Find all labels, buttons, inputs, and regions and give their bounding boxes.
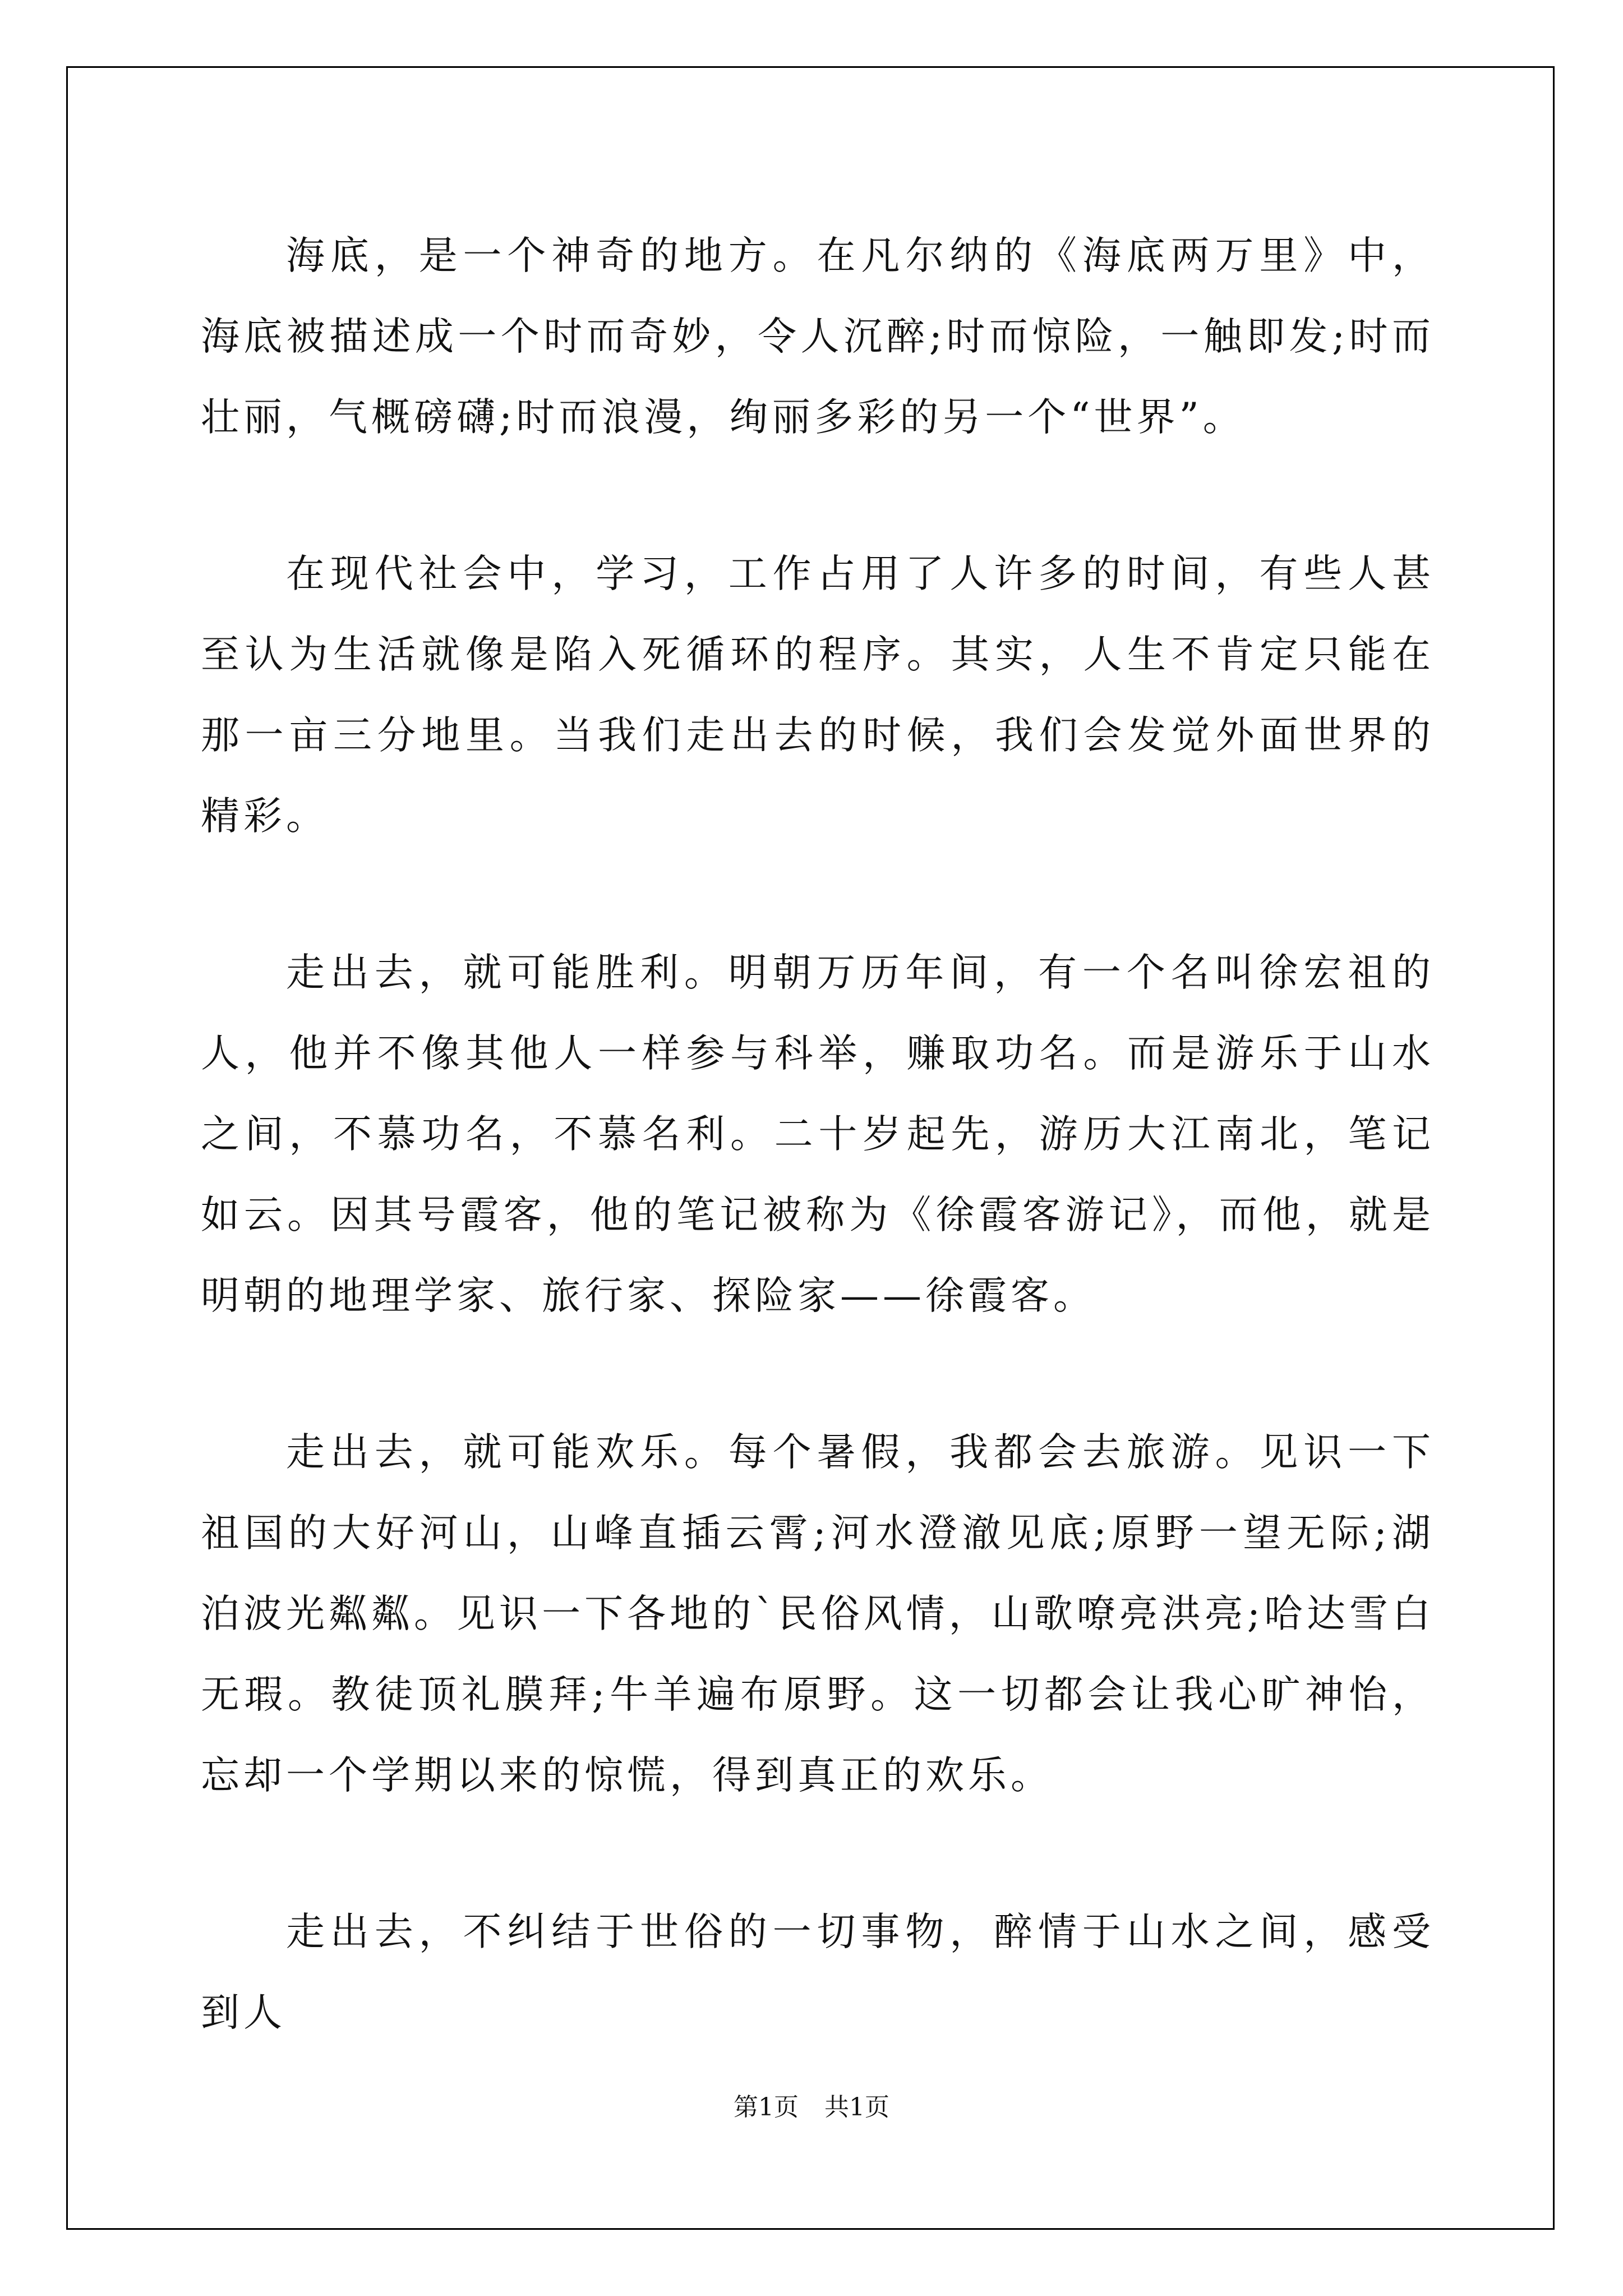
paragraph-1: 海底，是一个神奇的地方。在凡尔纳的《海底两万里》中，海底被描述成一个时而奇妙，令人沉醉;时而惊险，一触即发;时而壮丽，气概磅礴;时而浪漫，绚丽多彩的另一个“世界”。 bbox=[201, 233, 1435, 440]
page-footer bbox=[0, 2087, 1623, 2123]
paragraph-3: 走出去，就可能胜利。明朝万历年间，有一个名叫徐宏祖的人，他并不像其他人一样参与科举，赚取功名。而是游乐于山水之间，不慕功名，不慕名利。二十岁起先，游历大江南北，笔记如云。因其号霞客，他的笔记被称为《徐霞客游记》，而他，就是明朝的地理学家、旅行家、探险家——徐霞客。 bbox=[201, 950, 1435, 1318]
paragraph-2: 在现代社会中，学习，工作占用了人许多的时间，有些人甚至认为生活就像是陷入死循环的程序。其实，人生不肯定只能在那一亩三分地里。当我们走出去的时候，我们会发觉外面世界的精彩。 bbox=[201, 551, 1435, 839]
document-body bbox=[201, 215, 1435, 2053]
paragraph-4: 走出去，就可能欢乐。每个暑假，我都会去旅游。见识一下祖国的大好河山，山峰直插云霄;河水澄澈见底;原野一望无际;湖泊波光粼粼。见识一下各地的`民俗风情，山歌嘹亮洪亮;哈达雪白无瑕。教徒顶礼膜拜;牛羊遍布原野。这一切都会让我心旷神怡，忘却一个学期以来的惊慌，得到真正的欢乐。 bbox=[201, 1430, 1435, 1798]
paragraph-5: 走出去，不纠结于世俗的一切事物，醉情于山水之间，感受到人 bbox=[201, 1910, 1435, 2035]
page-number: 第1页 bbox=[734, 2093, 799, 2122]
page-total: 共1页 bbox=[824, 2093, 889, 2122]
